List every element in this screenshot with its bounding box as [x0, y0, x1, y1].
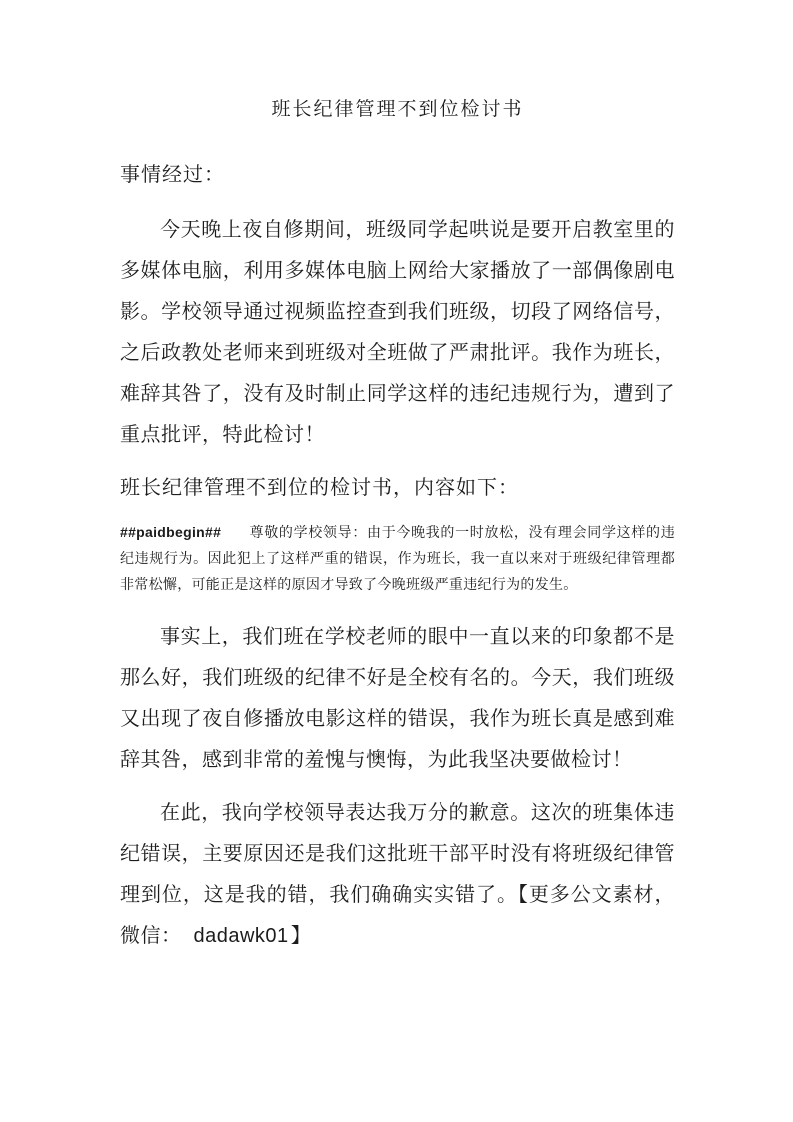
paid-begin-marker: ##paidbegin##	[120, 524, 222, 540]
section-heading-incident: 事情经过：	[120, 164, 225, 186]
promo-wechat-account: dadawk01	[193, 925, 289, 947]
paragraph-reflection: 事实上，我们班在学校老师的眼中一直以来的印象都不是那么好，我们班级的纪律不好是全校有名的。今天，我们班级又出现了夜自修播放电影这样的错误，我作为班长真是感到难辞其咎，感到非常的羞愧与懊悔，为此我坚决要做检讨！	[120, 626, 675, 771]
document-title: 班长纪律管理不到位检讨书	[271, 99, 524, 120]
subheading-review-letter: 班长纪律管理不到位的检讨书，内容如下：	[120, 477, 519, 499]
apology-text: 在此，我向学校领导表达我万分的歉意。这次的班集体违纪错误，主要原因还是我们这批班干部平时没有将班级纪律管理到位，这是我的错，我们确确实实错了。	[120, 802, 675, 906]
paragraph-apology	[120, 793, 675, 957]
promo-prefix: 【更多公文素材，微信：	[120, 884, 676, 947]
paid-note-text: 尊敬的学校领导：由于今晚我的一时放松，没有理会同学这样的违纪违规行为。因此犯上了这样严重的错误，作为班长，我一直以来对于班级纪律管理都非常松懈，可能正是这样的原因才导致了今晚班级严重违纪行为的发生。	[120, 526, 675, 593]
paragraph-paid-note	[120, 519, 675, 599]
promo-suffix: 】	[290, 925, 312, 947]
paragraph-incident: 今天晚上夜自修期间，班级同学起哄说是要开启教室里的多媒体电脑，利用多媒体电脑上网给大家播放了一部偶像剧电影。学校领导通过视频监控查到我们班级，切段了网络信号，之后政教处老师来到班级对全班做了严肃批评。我作为班长，难辞其咎了，没有及时制止同学这样的违纪违规行为，遭到了重点批评，特此检讨！	[120, 219, 675, 446]
